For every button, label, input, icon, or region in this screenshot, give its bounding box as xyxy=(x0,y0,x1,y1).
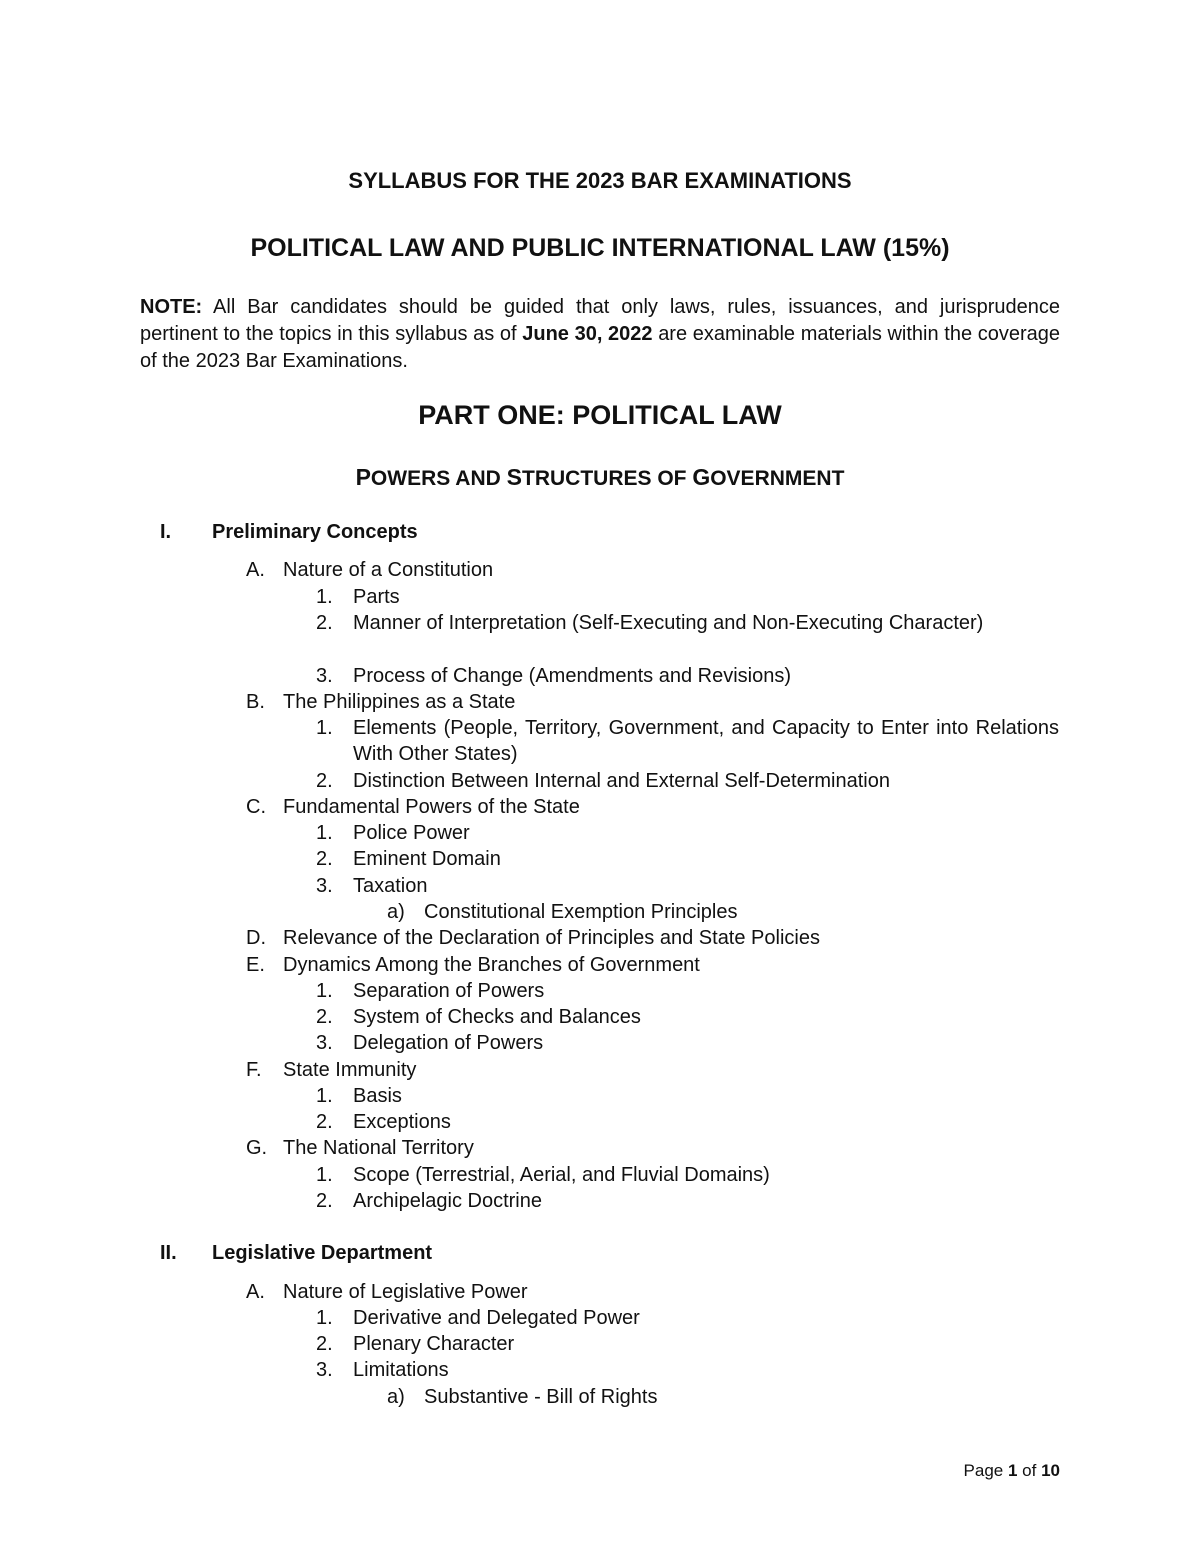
item-text: Nature of Legislative Power xyxy=(283,1281,528,1303)
item-marker: C. xyxy=(246,796,266,818)
item-marker: 1. xyxy=(316,980,333,1002)
item-text: Archipelagic Doctrine xyxy=(353,1190,542,1212)
item-text: The Philippines as a State xyxy=(283,691,516,713)
item-marker: 2. xyxy=(316,612,333,634)
document-title: SYLLABUS FOR THE 2023 BAR EXAMINATIONS xyxy=(348,168,852,193)
item-text: Fundamental Powers of the State xyxy=(283,796,580,818)
part-heading: PART ONE: POLITICAL LAW xyxy=(418,400,782,430)
item-text: Delegation of Powers xyxy=(353,1032,544,1054)
item-marker: 3. xyxy=(316,1032,333,1054)
section-number: I. xyxy=(160,521,172,543)
item-marker: 2. xyxy=(316,770,333,792)
item-marker: 2. xyxy=(316,1333,333,1355)
item-marker: 2. xyxy=(316,848,333,870)
current-page: 1 xyxy=(1007,1461,1018,1480)
item-text: Dynamics Among the Branches of Government xyxy=(283,954,700,976)
section-number: II. xyxy=(160,1242,177,1264)
item-marker: 2. xyxy=(316,1111,333,1133)
item-marker: a) xyxy=(387,901,405,923)
item-marker: 3. xyxy=(316,665,333,687)
item-text: Basis xyxy=(353,1085,402,1107)
note-paragraph xyxy=(140,294,1060,375)
note-label: NOTE: xyxy=(140,296,203,318)
item-text: The National Territory xyxy=(283,1137,474,1159)
item-marker: 3. xyxy=(316,1359,333,1381)
item-text: State Immunity xyxy=(283,1059,417,1081)
item-marker: 1. xyxy=(316,717,333,739)
of-label: of xyxy=(1017,1461,1042,1480)
item-text: Parts xyxy=(353,586,400,608)
item-text: Separation of Powers xyxy=(353,980,545,1002)
section-heading-cap: S xyxy=(506,464,522,490)
item-marker: A. xyxy=(246,559,265,581)
item-marker: 2. xyxy=(316,1006,333,1028)
page-number xyxy=(964,1461,1060,1481)
section-heading-cap: P xyxy=(355,464,371,490)
section-heading-cap: G xyxy=(692,464,711,490)
item-text: Exceptions xyxy=(353,1111,451,1133)
item-text: Distinction Between Internal and External Self-Determination xyxy=(353,770,890,792)
section-heading xyxy=(140,464,1060,491)
item-marker: F. xyxy=(246,1059,262,1081)
item-marker: 3. xyxy=(316,875,333,897)
item-text: Relevance of the Declaration of Principles and State Policies xyxy=(283,927,820,949)
item-marker: G. xyxy=(246,1137,268,1159)
item-text: Nature of a Constitution xyxy=(283,559,494,581)
note-text-after: are examinable materials within the coverage of the 2023 Bar Examinations. xyxy=(140,323,1061,372)
item-text: System of Checks and Balances xyxy=(353,1006,641,1028)
item-marker: a) xyxy=(387,1386,405,1408)
item-marker: A. xyxy=(246,1281,265,1303)
note-text-before: All Bar candidates should be guided that only laws, rules, issuances, and jurisprudence pertinent to the topics in this syllabus as of xyxy=(140,296,1060,345)
item-marker: 1. xyxy=(316,586,333,608)
item-marker: E. xyxy=(246,954,265,976)
item-marker: 1. xyxy=(316,1164,333,1186)
item-text: Manner of Interpretation (Self-Executing and Non-Executing Character) xyxy=(353,612,984,634)
item-text: Eminent Domain xyxy=(353,848,501,870)
section-heading-word: TRUCTURES OF xyxy=(522,467,693,490)
section-title: Legislative Department xyxy=(212,1242,433,1264)
total-pages: 10 xyxy=(1041,1461,1060,1480)
section-title: Preliminary Concepts xyxy=(212,521,418,543)
item-marker: B. xyxy=(246,691,265,713)
page-label: Page xyxy=(963,1461,1008,1480)
item-text: Scope (Terrestrial, Aerial, and Fluvial Domains) xyxy=(353,1164,770,1186)
section-heading-word: OWERS AND xyxy=(370,467,507,490)
item-marker: 1. xyxy=(316,1085,333,1107)
item-text: Derivative and Delegated Power xyxy=(353,1307,640,1329)
item-text: Substantive - Bill of Rights xyxy=(424,1386,658,1408)
item-marker: 2. xyxy=(316,1190,333,1212)
section-heading-word: OVERNMENT xyxy=(710,467,845,490)
item-text: Taxation xyxy=(353,875,428,897)
item-text: Limitations xyxy=(353,1359,449,1381)
item-text: Elements (People, Territory, Government, and Capacity to Enter into Relations With Other States) xyxy=(353,717,1059,765)
item-text: Police Power xyxy=(353,822,470,844)
subject-title: POLITICAL LAW AND PUBLIC INTERNATIONAL LAW (15%) xyxy=(250,234,950,262)
item-text: Plenary Character xyxy=(353,1333,515,1355)
note-date: June 30, 2022 xyxy=(522,323,653,345)
item-marker: 1. xyxy=(316,822,333,844)
item-marker: 1. xyxy=(316,1307,333,1329)
item-marker: D. xyxy=(246,927,266,949)
item-text: Constitutional Exemption Principles xyxy=(424,901,738,923)
item-text: Process of Change (Amendments and Revisions) xyxy=(353,665,791,687)
